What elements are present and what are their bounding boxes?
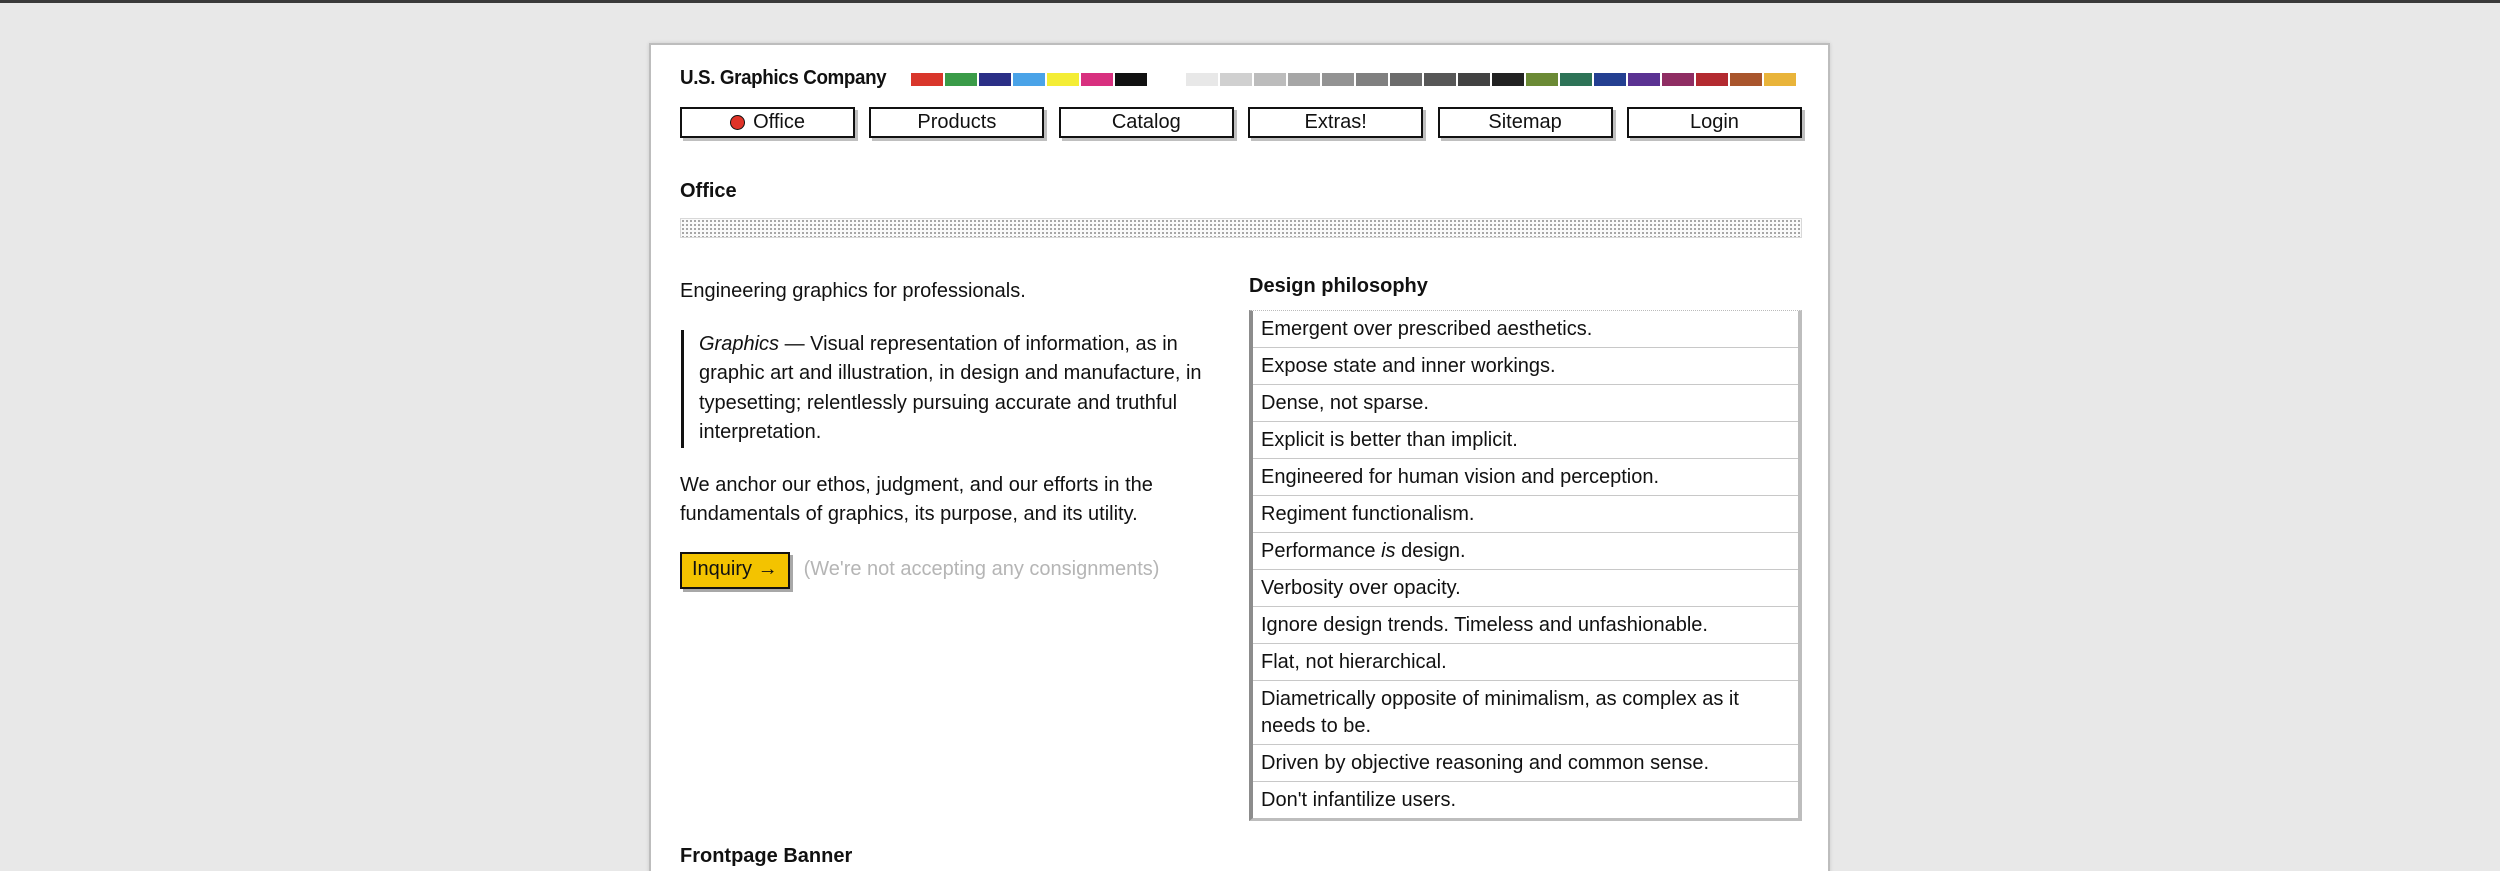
color-swatch — [1764, 73, 1796, 86]
brand-logo[interactable]: U.S. Graphics Company — [680, 67, 887, 89]
color-swatch — [1730, 73, 1762, 86]
color-swatch — [1254, 73, 1286, 86]
list-item: Ignore design trends. Timeless and unfashionable. — [1253, 607, 1798, 644]
color-swatch — [979, 73, 1011, 86]
list-item: Driven by objective reasoning and common sense. — [1253, 745, 1798, 782]
color-swatch — [1186, 73, 1218, 86]
nav-extras-button[interactable] — [1248, 107, 1423, 138]
color-swatch — [1458, 73, 1490, 86]
inquiry-note: (We're not accepting any consignments) — [803, 558, 1160, 581]
color-swatch — [1322, 73, 1354, 86]
color-swatch — [1628, 73, 1660, 86]
nav-login-label: Login — [1689, 111, 1739, 133]
nav-catalog-button[interactable] — [1059, 107, 1234, 138]
color-swatch — [1492, 73, 1524, 86]
nav-products-button[interactable] — [869, 107, 1044, 138]
list-item: Emergent over prescribed aesthetics. — [1253, 311, 1798, 348]
quote-term: Graphics — [699, 332, 780, 355]
ethos-text: We anchor our ethos, judgment, and our efforts in the fundamentals of graphics, its purpose, and its utility. — [680, 473, 1153, 525]
list-item: Flat, not hierarchical. — [1253, 644, 1798, 681]
office-section-title: Office — [680, 180, 737, 202]
inquiry-row — [680, 552, 1220, 589]
list-item-emphasis: is — [1381, 540, 1396, 562]
color-swatch — [1594, 73, 1626, 86]
secondary-color-palette — [1186, 73, 1796, 86]
color-swatch — [1220, 73, 1252, 86]
color-swatch — [1081, 73, 1113, 86]
color-swatch — [1696, 73, 1728, 86]
frontpage-banner-title: Frontpage Banner — [680, 845, 853, 867]
color-swatch — [1047, 73, 1079, 86]
color-swatch — [1526, 73, 1558, 86]
list-item: Explicit is better than implicit. — [1253, 422, 1798, 459]
color-swatch — [1288, 73, 1320, 86]
active-indicator-icon — [730, 115, 745, 130]
list-item: Engineered for human vision and perception. — [1253, 459, 1798, 496]
color-swatch — [1560, 73, 1592, 86]
list-item: Expose state and inner workings. — [1253, 348, 1798, 385]
main-nav — [680, 107, 1802, 138]
nav-products-label: Products — [917, 111, 997, 133]
color-swatch — [1115, 73, 1147, 86]
nav-login-button[interactable] — [1627, 107, 1802, 138]
color-swatch — [1356, 73, 1388, 86]
nav-extras-label: Extras! — [1304, 111, 1367, 133]
color-swatch — [911, 73, 943, 86]
design-philosophy-title: Design philosophy — [1249, 275, 1428, 297]
list-item-text: Performance — [1261, 540, 1376, 562]
list-item: Verbosity over opacity. — [1253, 570, 1798, 607]
graphics-definition-quote — [681, 330, 1220, 448]
list-item: Diametrically opposite of minimalism, as complex as it needs to be. — [1253, 681, 1798, 745]
color-swatch — [1424, 73, 1456, 86]
nav-office-button[interactable] — [680, 107, 855, 138]
dither-divider — [680, 218, 1802, 238]
nav-catalog-label: Catalog — [1111, 111, 1181, 133]
list-item: Dense, not sparse. — [1253, 385, 1798, 422]
color-swatch — [1013, 73, 1045, 86]
list-item-text: design. — [1395, 540, 1466, 562]
list-item — [1253, 533, 1798, 570]
nav-office-label: Office — [753, 111, 805, 133]
page-container — [649, 43, 1830, 871]
inquiry-button[interactable]: Inquiry → — [680, 552, 790, 589]
color-swatch — [1390, 73, 1422, 86]
list-item: Don't infantilize users. — [1261, 789, 1457, 811]
nav-sitemap-label: Sitemap — [1488, 111, 1562, 133]
tagline: Engineering graphics for professionals. — [680, 280, 1026, 302]
primary-color-palette — [911, 73, 1147, 86]
quote-body: — Visual representation of information, as in graphic art and illustration, in design and manufacture, in typesetting; relentlessly pursuing accurate and truthful interpretation. — [699, 332, 1202, 443]
list-item: Regiment functionalism. — [1253, 496, 1798, 533]
office-intro — [680, 277, 1220, 589]
color-swatch — [1662, 73, 1694, 86]
design-philosophy-list — [1249, 310, 1802, 821]
nav-sitemap-button[interactable] — [1438, 107, 1613, 138]
color-swatch — [945, 73, 977, 86]
